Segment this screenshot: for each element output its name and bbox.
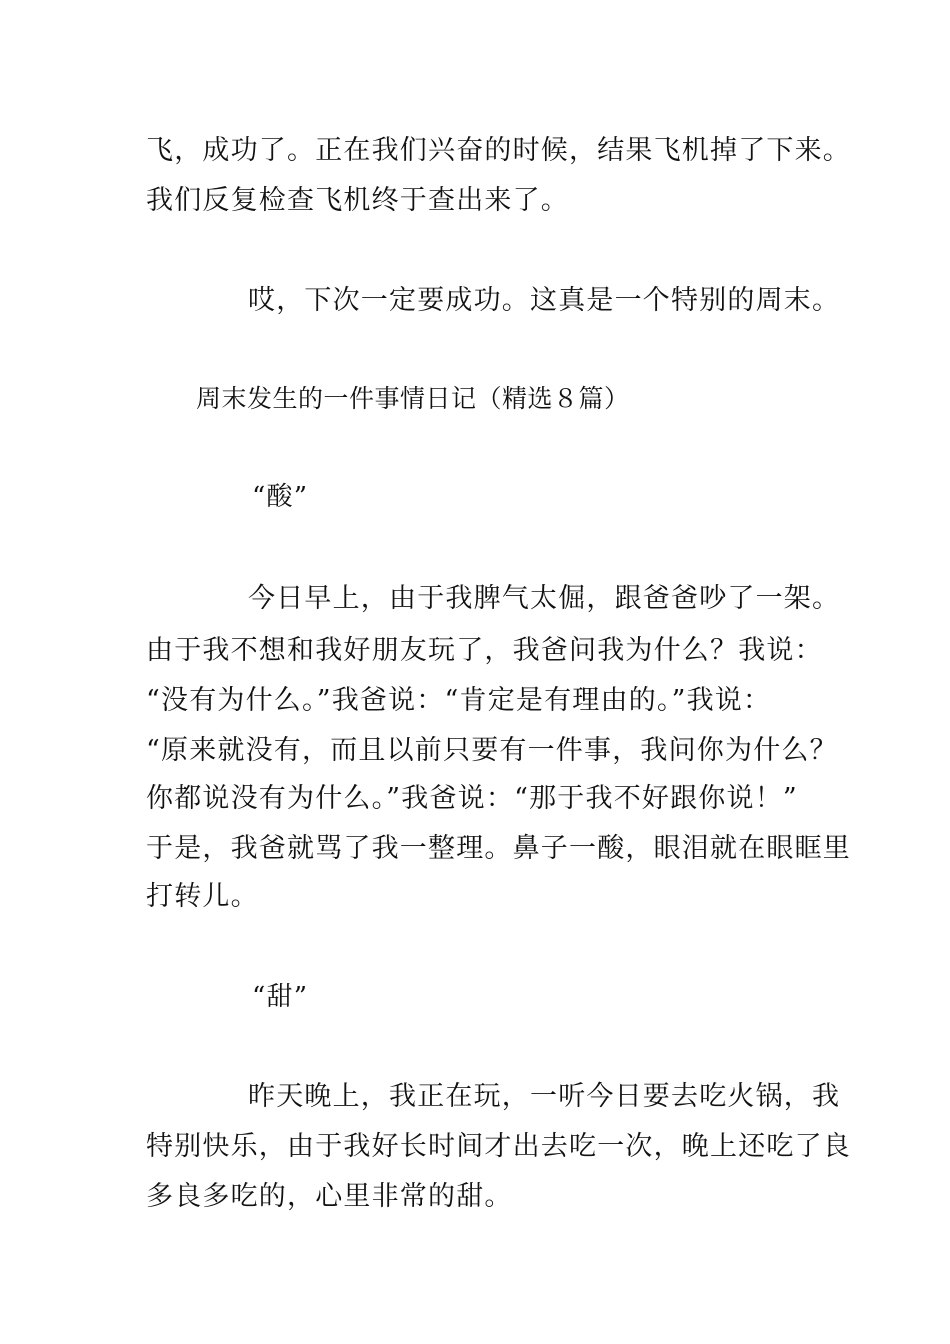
paragraph-line: 特别快乐，由于我好长时间才出去吃一次，晚上还吃了良 [146,1131,851,1162]
section-heading-sour: “酸” [252,482,309,512]
paragraph-line: 哎，下次一定要成功。这真是一个特别的周末。 [248,285,841,316]
paragraph-line: 多良多吃的，心里非常的甜。 [146,1181,513,1212]
paragraph-line: 昨天晚上，我正在玩，一听今日要去吃火锅，我 [248,1081,841,1112]
paragraph-line: 我们反复检查飞机终于查出来了。 [146,185,569,216]
paragraph-line: 由于我不想和我好朋友玩了，我爸问我为什么？我说： [146,635,823,666]
paragraph-line: 于是，我爸就骂了我一整理。鼻子一酸，眼泪就在眼眶里 [146,833,851,864]
paragraph-line: 你都说没有为什么。”我爸说：“那于我不好跟你说！” [146,783,798,814]
paragraph-line: 飞，成功了。正在我们兴奋的时候，结果飞机掉了下来。 [146,135,851,166]
paragraph-line: 打转儿。 [146,881,259,912]
paragraph-line: “没有为什么。”我爸说：“肯定是有理由的。”我说： [146,685,772,716]
paragraph-line: 今日早上，由于我脾气太倔，跟爸爸吵了一架。 [248,583,841,614]
document-title: 周末发生的一件事情日记（精选８篇） [196,384,630,413]
section-heading-sweet: “甜” [252,982,309,1012]
paragraph-line: “原来就没有，而且以前只要有一件事，我问你为什么？ [146,735,838,766]
